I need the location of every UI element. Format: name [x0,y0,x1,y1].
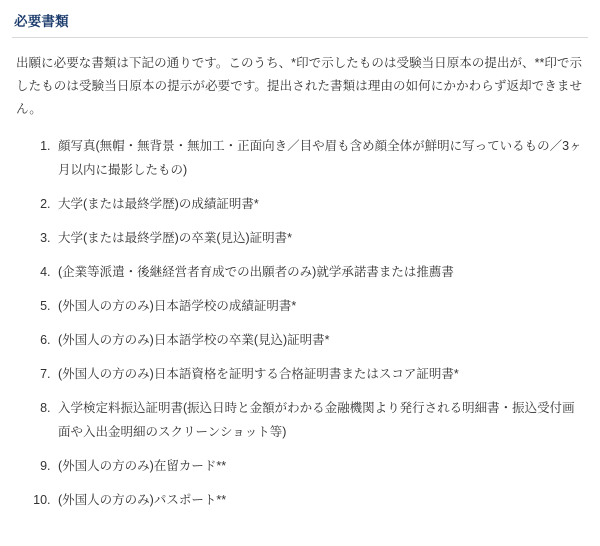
title-divider [12,37,588,38]
page-title: 必要書類 [14,14,69,29]
list-item: 6. (外国人の方のみ)日本語学校の卒業(見込)証明書* [54,329,582,352]
list-item: 2. 大学(または最終学歴)の成績証明書* [54,193,582,216]
list-item: 4. (企業等派遣・後継経営者育成での出願者のみ)就学承諾書または推薦書 [54,261,582,284]
required-documents-list [12,135,588,512]
intro-paragraph: 出願に必要な書類は下記の通りです。このうち、*印で示したものは受験当日原本の提出が、**印で示したものは受験当日原本の提示が必要です。提出された書類は理由の如何にかかわらず返却できません。 [16,56,582,117]
list-item: 7. (外国人の方のみ)日本語資格を証明する合格証明書またはスコア証明書* [54,363,582,386]
list-item: 1. 顔写真(無帽・無背景・無加工・正面向き／目や眉も含め顔全体が鮮明に写っているもの／3ヶ月以内に撮影したもの) [54,135,582,181]
list-item: 5. (外国人の方のみ)日本語学校の成績証明書* [54,295,582,318]
list-item: 9. (外国人の方のみ)在留カード** [54,455,582,478]
list-item: 8. 入学検定料振込証明書(振込日時と金額がわかる金融機関より発行される明細書・振込受付画面や入出金明細のスクリーンショット等) [54,397,582,443]
list-item: 10. (外国人の方のみ)パスポート** [54,489,582,512]
list-item: 3. 大学(または最終学歴)の卒業(見込)証明書* [54,227,582,250]
